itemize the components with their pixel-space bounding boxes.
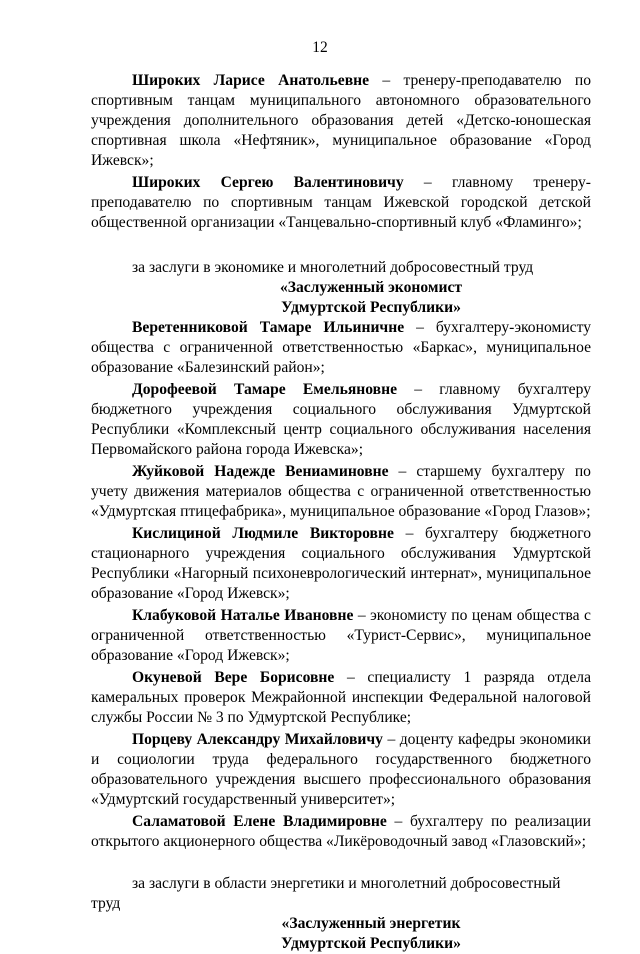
recipient-name: Жуйковой Надежде Вениаминовне (132, 463, 389, 480)
recipient-description: – специалисту 1 разряда отдела камеральных проверок Межрайонной инспекции Федеральной налоговой службы России № 3 по Удмуртской Республике; (91, 669, 592, 726)
recipient-description: – бухгалтеру бюджетного стационарного учреждения социального обслуживания Удмуртской Республики «Нагорный психоневрологический интернат», муниципальное образование «Город Ижевск»; (91, 525, 591, 602)
recipient-name: Широких Ларисе Анатольевне (132, 72, 370, 89)
page-number: 12 (312, 39, 328, 56)
award-entry (91, 318, 591, 378)
recipient-description: – бухгалтеру по реализации открытого акционерного общества «Ликёроводочный завод «Глазовский»; (91, 813, 591, 850)
recipient-description: – доценту кафедры экономики и социологии труда федерального государственного бюджетного образовательного учреждения высшего профессионального образования «Удмуртский государственный университет»; (91, 731, 591, 808)
recipient-name: Порцеву Александру Михайловичу (132, 731, 383, 748)
section-intro: за заслуги в экономике и многолетний добросовестный труд (132, 259, 534, 276)
recipient-description: – тренеру-преподавателю по спортивным танцам муниципального автономного образовательного учреждения дополнительного образования детей «Детско-юношеская спортивная школа «Нефтяник», муниципальное образование «Город Ижевск»; (91, 72, 591, 169)
award-entry (91, 524, 591, 604)
award-entry (91, 462, 591, 522)
award-entry (91, 173, 591, 233)
award-entry (91, 606, 591, 666)
section-economist (91, 258, 591, 852)
recipient-name: Кислициной Людмиле Викторовне (132, 525, 394, 542)
recipient-description: – бухгалтеру-экономисту общества с ограниченной ответственностью «Баркас», муниципальное образование «Балезинский район»; (91, 319, 591, 376)
award-entry (91, 380, 591, 460)
recipient-name: Клабуковой Наталье Ивановне (132, 607, 354, 624)
recipient-name: Широких Сергею Валентиновичу (132, 174, 404, 191)
honorary-title: Удмуртской Республики» (281, 299, 461, 316)
award-entry (91, 71, 591, 171)
honorary-title: Удмуртской Республики» (281, 935, 461, 952)
award-entry (91, 730, 591, 810)
recipient-name: Саламатовой Елене Владимировне (132, 813, 387, 830)
honorary-title: «Заслуженный экономист (279, 279, 463, 296)
recipient-name: Веретенниковой Тамаре Ильиничне (132, 319, 405, 336)
document-body (91, 71, 591, 954)
award-entry (91, 668, 591, 728)
recipient-name: Окуневой Вере Борисовне (132, 669, 335, 686)
recipient-description: – главному тренеру-преподавателю по спортивным танцам Ижевской городской детской общественной организации «Танцевально-спортивный клуб «Фламинго»; (91, 174, 591, 231)
honorary-title: «Заслуженный энергетик (281, 915, 461, 932)
recipient-description: – главному бухгалтеру бюджетного учреждения социального обслуживания Удмуртской Республики «Комплексный центр социального обслуживания населения Первомайского района города Ижевска»; (91, 381, 591, 458)
section-energy (91, 874, 591, 954)
award-entry (91, 812, 591, 852)
recipient-description: – старшему бухгалтеру по учету движения материалов общества с ограниченной ответственностью «Удмуртская птицефабрика», муниципальное образование «Город Глазов»; (91, 463, 591, 520)
recipient-name: Дорофеевой Тамаре Емельяновне (132, 381, 398, 398)
recipient-description: – экономисту по ценам общества с ограниченной ответственностью «Турист-Сервис», муниципальное образование «Город Ижевск»; (91, 607, 591, 664)
section-intro: за заслуги в области энергетики и многолетний добросовестный труд (91, 875, 561, 912)
